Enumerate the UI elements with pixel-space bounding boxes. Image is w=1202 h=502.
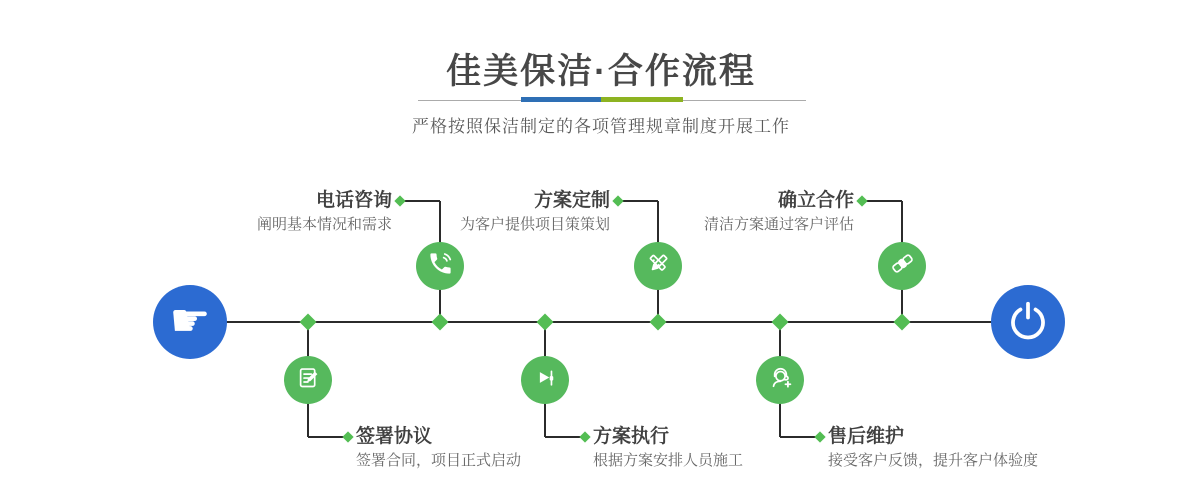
title-divider-green-segment bbox=[601, 97, 683, 102]
start-node bbox=[153, 285, 227, 359]
step-desc: 根据方案安排人员施工 bbox=[593, 452, 744, 469]
timeline-node-diamond bbox=[894, 314, 911, 331]
step-circle-execute bbox=[521, 356, 569, 404]
step-label: 方案定制 bbox=[533, 190, 610, 211]
page-title: 佳美保洁·合作流程 bbox=[446, 52, 756, 91]
step-circle-aftersales bbox=[756, 356, 804, 404]
step-desc: 清洁方案通过客户评估 bbox=[703, 216, 854, 233]
play-slider-icon bbox=[532, 364, 559, 396]
step-label: 方案执行 bbox=[593, 426, 670, 447]
step-label: 电话咨询 bbox=[315, 190, 392, 211]
end-node bbox=[991, 285, 1065, 359]
step-desc: 接受客户反馈，提升客户体验度 bbox=[828, 452, 1039, 469]
step-label: 签署协议 bbox=[356, 426, 433, 447]
step-circle-plan bbox=[634, 242, 682, 290]
headset-plus-icon bbox=[767, 364, 794, 396]
step-circle-cooperate bbox=[878, 242, 926, 290]
timeline-node-diamond bbox=[650, 314, 667, 331]
title-divider-blue-segment bbox=[521, 97, 601, 102]
timeline-node-diamond bbox=[432, 314, 449, 331]
connector-horizontal bbox=[862, 200, 902, 202]
page-subtitle: 严格按照保洁制定的各项管理规章制度开展工作 bbox=[412, 117, 790, 136]
label-diamond bbox=[612, 195, 623, 206]
pencil-ruler-icon bbox=[645, 250, 672, 282]
label-diamond bbox=[394, 195, 405, 206]
step-label: 售后维护 bbox=[828, 426, 905, 447]
label-diamond bbox=[342, 431, 353, 442]
step-desc: 为客户提供项目策策划 bbox=[459, 216, 610, 233]
connector-horizontal bbox=[400, 200, 440, 202]
label-diamond bbox=[814, 431, 825, 442]
label-diamond bbox=[579, 431, 590, 442]
step-label: 确立合作 bbox=[777, 190, 854, 211]
document-pen-icon bbox=[295, 364, 322, 396]
handshake-icon bbox=[889, 250, 916, 282]
timeline-node-diamond bbox=[537, 314, 554, 331]
step-circle-sign bbox=[284, 356, 332, 404]
power-icon bbox=[1008, 300, 1048, 345]
step-circle-phone bbox=[416, 242, 464, 290]
timeline-node-diamond bbox=[772, 314, 789, 331]
label-diamond bbox=[856, 195, 867, 206]
step-desc: 阐明基本情况和需求 bbox=[256, 216, 392, 233]
timeline-node-diamond bbox=[300, 314, 317, 331]
connector-horizontal bbox=[618, 200, 658, 202]
step-desc: 签署合同，项目正式启动 bbox=[356, 452, 522, 469]
phone-icon bbox=[427, 250, 454, 282]
pointing-hand-icon: ☛ bbox=[169, 294, 211, 346]
